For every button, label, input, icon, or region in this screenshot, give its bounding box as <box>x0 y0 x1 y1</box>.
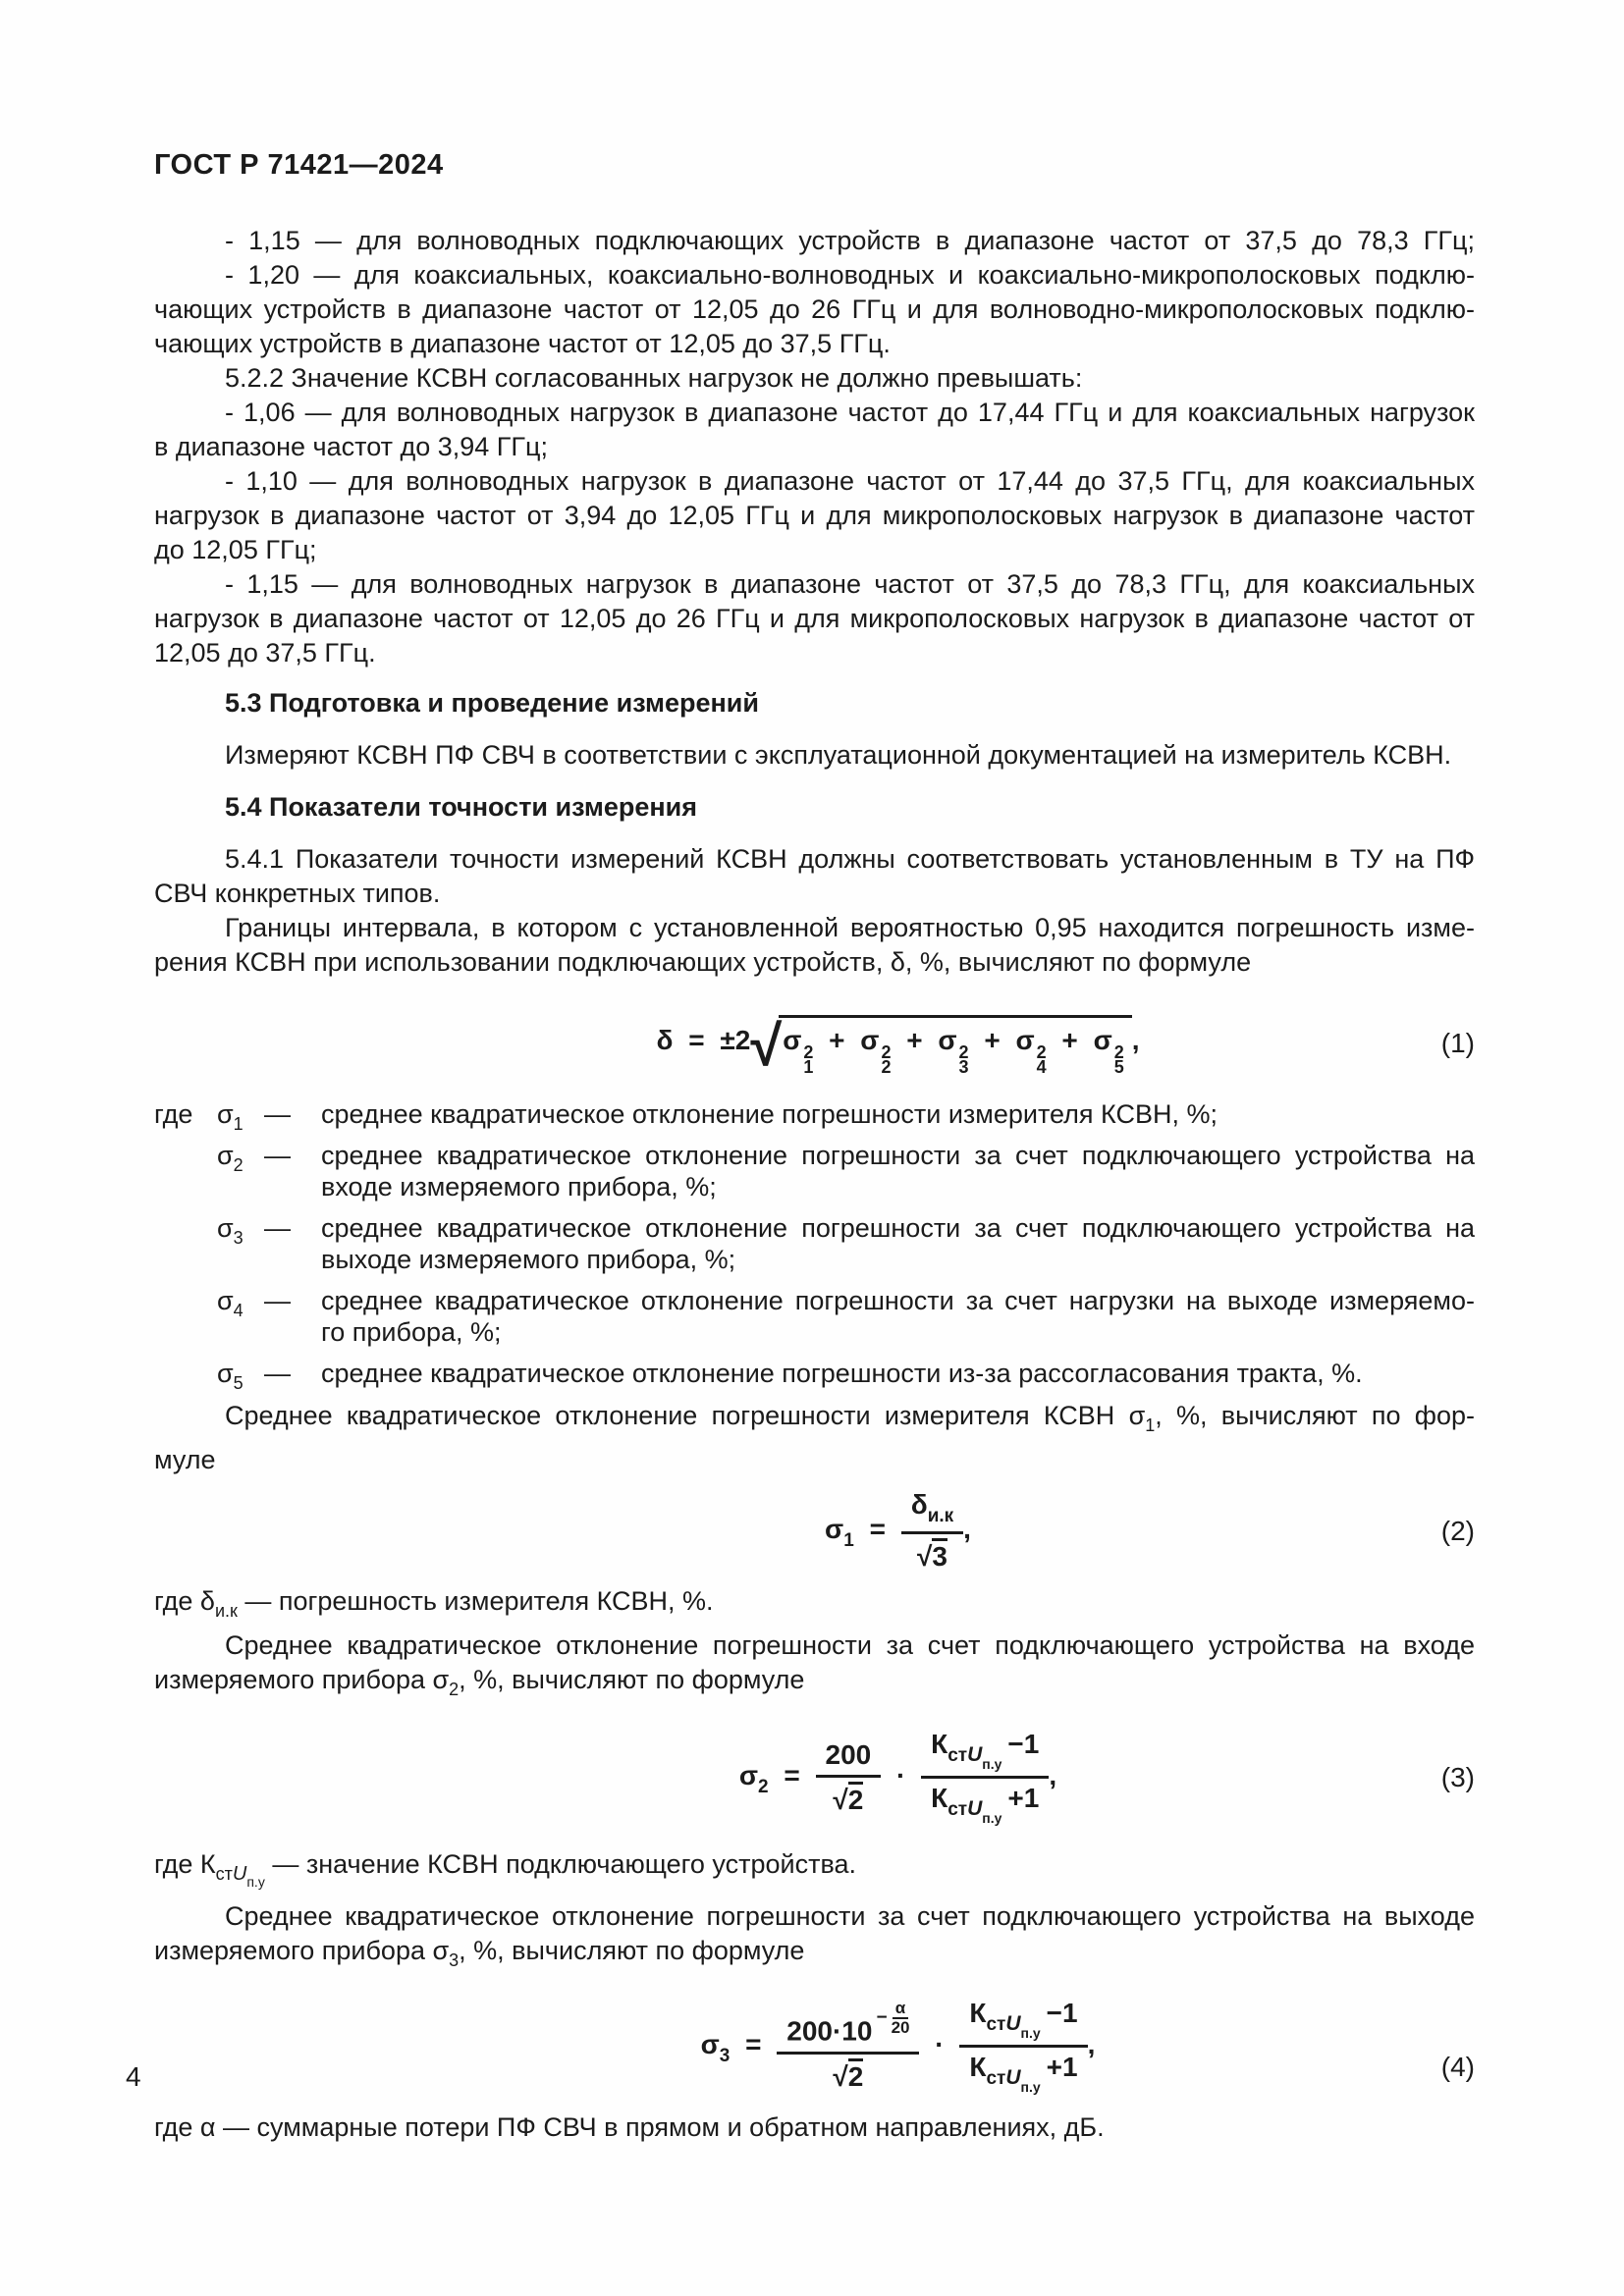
list-item <box>154 1358 1475 1393</box>
body-line: рения КСВН при использовании подключающих устройств, δ, %, вычисляют по формуле <box>154 947 1252 977</box>
u-symbol: U <box>1005 2066 1021 2089</box>
list-desc-line: среднее квадратическое отклонение погрешности из-за рассогласования тракта, %. <box>321 1359 1363 1388</box>
subscript: 1 <box>233 1114 244 1134</box>
superscript: 2 <box>1036 1042 1047 1062</box>
list-desc <box>321 1212 1475 1275</box>
section-heading-5-3: 5.3 Подготовка и проведение измерений <box>225 688 759 718</box>
minus-one: −1 <box>1046 1998 1078 2028</box>
formula-4-number: (4) <box>1440 2051 1475 2082</box>
formula-2-number: (2) <box>1440 1515 1475 1546</box>
text: — погрешность измерителя КСВН, %. <box>237 1586 714 1616</box>
subscript: 5 <box>1113 1057 1124 1077</box>
sigma-symbol: σ <box>1015 1025 1035 1055</box>
u-symbol: U <box>232 1863 247 1885</box>
body-line: до 12,05 ГГц; <box>154 535 317 564</box>
comma: , <box>963 1513 971 1544</box>
page-number: 4 <box>126 2061 141 2092</box>
radical-sign: √ <box>750 1014 780 1078</box>
list-desc <box>321 1098 1475 1130</box>
k-symbol: К <box>969 1998 987 2028</box>
sigma-definitions-list <box>154 1098 1475 1393</box>
list-desc <box>321 1358 1475 1389</box>
list-desc-line: среднее квадратическое отклонение погрешности измерителя КСВН, %; <box>321 1099 1218 1129</box>
k-symbol: К <box>969 2052 987 2082</box>
subscript: 1 <box>1145 1415 1156 1435</box>
list-desc-line: среднее квадратическое отклонение погрешности за счет подключающего устройства на <box>321 1213 1475 1243</box>
subscript: п.у <box>1020 2025 1041 2041</box>
subscript: и.к <box>927 1506 954 1526</box>
formula-1-number: (1) <box>1440 1027 1475 1058</box>
body-line: - 1,10 — для волноводных нагрузок в диапазоне частот от 17,44 до 37,5 ГГц, для коаксиальных <box>225 466 1475 496</box>
list-desc-line: входе измеряемого прибора, %; <box>321 1172 717 1201</box>
fraction <box>777 2000 919 2093</box>
body-line: - 1,06 — для волноводных нагрузок в диапазоне частот до 17,44 ГГц и для коаксиальных нагрузок <box>225 398 1475 427</box>
body-line: - 1,20 — для коаксиальных, коаксиально-волноводных и коаксиально-микрополосковых подклю- <box>225 260 1475 290</box>
plus-one: +1 <box>1007 1783 1040 1813</box>
section-heading-5-4: 5.4 Показатели точности измерения <box>225 792 698 822</box>
body-line: Среднее квадратическое отклонение погрешности за счет подключающего устройства на входе <box>225 1630 1475 1660</box>
text: — значение КСВН подключающего устройства. <box>264 1849 857 1879</box>
list-desc <box>321 1285 1475 1348</box>
fraction <box>921 1729 1049 1826</box>
dash: — <box>264 1099 291 1129</box>
body-line <box>154 1934 1475 1978</box>
minus-sign: − <box>876 2006 888 2028</box>
equals-sign: = <box>688 1025 705 1055</box>
body-line: чающих устройств в диапазоне частот от 12,05 до 26 ГГц и для волноводно-микрополосковых подклю- <box>154 294 1475 324</box>
sigma-symbol: σ <box>217 1099 234 1129</box>
subscript: ст <box>986 2068 1006 2089</box>
subscript: 3 <box>233 1228 244 1248</box>
fraction <box>959 1998 1087 2095</box>
list-item <box>154 1098 1475 1134</box>
sigma-symbol: σ <box>738 1759 759 1790</box>
dash: — <box>264 1286 291 1315</box>
radical-sign: √ <box>916 1541 933 1572</box>
sigma-symbol: σ <box>783 1025 802 1055</box>
body-line: Среднее квадратическое отклонение погрешности за счет подключающего устройства на выходе <box>225 1901 1475 1931</box>
body-line: СВЧ конкретных типов. <box>154 879 441 908</box>
sigma-symbol: σ <box>217 1141 234 1170</box>
body-line: 5.4.1 Показатели точности измерений КСВН должны соответствовать установленным в ТУ на ПФ <box>225 844 1475 874</box>
formula-2 <box>154 1481 1475 1580</box>
comma: , <box>1049 1759 1057 1790</box>
plus-sign: + <box>829 1025 845 1055</box>
superscript: 2 <box>881 1042 892 1062</box>
body-line: Измеряют КСВН ПФ СВЧ в соответствии с эксплуатационной документацией на измеритель КСВН. <box>225 740 1452 770</box>
list-item <box>154 1140 1475 1202</box>
list-desc-line: среднее квадратическое отклонение погрешности за счет нагрузки на выходе измеряемо- <box>321 1286 1475 1315</box>
body-line: - 1,15 — для волноводных подключающих устройств в диапазоне частот от 37,5 до 78,3 ГГц; <box>225 226 1475 255</box>
fraction <box>901 1489 963 1573</box>
exponent <box>876 1999 910 2038</box>
body-line: в диапазоне частот до 3,94 ГГц; <box>154 432 549 461</box>
equals-sign: = <box>745 2028 762 2059</box>
subscript: п.у <box>246 1874 265 1890</box>
sigma-symbol: σ <box>1093 1025 1112 1055</box>
body-line <box>154 1663 1475 1707</box>
radical-sign: √ <box>833 2060 848 2092</box>
subscript: ст <box>947 1745 968 1766</box>
subscript: 2 <box>449 1680 460 1699</box>
list-desc <box>321 1140 1475 1202</box>
numerator-base: 200·10 <box>786 2015 873 2047</box>
exponent-numerator: α <box>893 2000 908 2019</box>
where-label: где <box>154 1099 193 1129</box>
sigma-symbol: σ <box>217 1359 234 1388</box>
k-symbol: К <box>931 1729 948 1759</box>
text: где δ <box>154 1586 215 1616</box>
plus-one: +1 <box>1046 2052 1078 2082</box>
radicand <box>779 1015 1132 1075</box>
list-term <box>154 1285 321 1348</box>
subscript: ст <box>947 1799 968 1820</box>
subscript: п.у <box>982 1810 1002 1826</box>
equals-sign: = <box>784 1759 800 1790</box>
equals-sign: = <box>869 1513 886 1544</box>
sigma-symbol: σ <box>860 1025 880 1055</box>
body-line: чающих устройств в диапазоне частот от 12,05 до 37,5 ГГц. <box>154 329 891 358</box>
radicand: 2 <box>848 2058 864 2093</box>
text: , %, вычисляют по формуле <box>459 1936 805 1965</box>
list-desc-line: выходе измеряемого прибора, %; <box>321 1245 736 1274</box>
superscript: 2 <box>803 1042 814 1062</box>
subscript: 5 <box>233 1373 244 1393</box>
where-note: где α — суммарные потери ПФ СВЧ в прямом и обратном направлениях, дБ. <box>154 2112 1105 2142</box>
sigma-symbol: σ <box>217 1213 234 1243</box>
dash: — <box>264 1141 291 1170</box>
list-term <box>154 1098 321 1134</box>
minus-one: −1 <box>1007 1729 1040 1759</box>
formula-1 <box>154 1001 1475 1085</box>
list-desc-line: среднее квадратическое отклонение погрешности за счет подключающего устройства на <box>321 1141 1475 1170</box>
body-line: нагрузок в диапазоне частот от 3,94 до 12,05 ГГц и для микрополосковых нагрузок в диапазоне частот <box>154 501 1475 530</box>
text: где К <box>154 1849 216 1879</box>
multiplication-dot: · <box>896 1759 906 1790</box>
text: , %, вычисляют по формуле <box>459 1665 805 1694</box>
comma: , <box>1131 1025 1140 1055</box>
sigma-symbol: σ <box>938 1025 957 1055</box>
list-term <box>154 1358 321 1393</box>
dash: — <box>264 1359 291 1388</box>
exponent-denominator: 20 <box>891 2018 910 2038</box>
body-line: Границы интервала, в котором с установленной вероятностью 0,95 находится погрешность изме- <box>225 913 1475 942</box>
subscript: 4 <box>1036 1057 1047 1077</box>
plus-sign: + <box>906 1025 923 1055</box>
comma: , <box>1087 2028 1096 2059</box>
radicand: 3 <box>932 1538 947 1573</box>
sigma-symbol: σ <box>217 1286 234 1315</box>
subscript: 3 <box>449 1950 460 1970</box>
text: Среднее квадратическое отклонение погрешности измерителя КСВН σ <box>225 1401 1146 1430</box>
body-line: нагрузок в диапазоне частот от 12,05 до 26 ГГц и для микрополосковых нагрузок в диапазоне частот от <box>154 604 1475 633</box>
list-item <box>154 1285 1475 1348</box>
u-symbol: U <box>967 1743 983 1766</box>
delta-symbol: δ <box>910 1489 928 1520</box>
text: , %, вычисляют по фор- <box>1155 1401 1475 1430</box>
subscript: 2 <box>233 1155 244 1175</box>
numerator: 200 <box>816 1739 882 1778</box>
subscript: 4 <box>233 1301 244 1320</box>
body-line <box>154 1399 1475 1443</box>
radical-sign: √ <box>833 1784 848 1815</box>
list-term <box>154 1212 321 1275</box>
text: измеряемого прибора σ <box>154 1665 450 1694</box>
document-header: ГОСТ Р 71421—2024 <box>154 149 444 181</box>
list-item <box>154 1212 1475 1275</box>
u-symbol: U <box>967 1797 983 1820</box>
radicand: 2 <box>848 1782 864 1816</box>
list-term <box>154 1140 321 1202</box>
subscript: и.к <box>214 1601 238 1621</box>
plus-sign: + <box>1061 1025 1078 1055</box>
sigma-symbol: σ <box>825 1513 844 1544</box>
u-symbol: U <box>1005 2012 1021 2035</box>
subscript: ст <box>215 1864 233 1884</box>
plus-sign: + <box>984 1025 1001 1055</box>
dash: — <box>264 1213 291 1243</box>
formula-4 <box>154 1988 1475 2105</box>
where-note <box>154 1847 1475 1899</box>
subscript: 3 <box>958 1057 969 1077</box>
formula-1-lhs: δ <box>656 1025 674 1055</box>
multiplication-dot: · <box>935 2028 945 2059</box>
subscript: 2 <box>758 1776 769 1797</box>
subscript: 1 <box>843 1529 854 1551</box>
subscript: 1 <box>803 1057 814 1077</box>
formula-3-number: (3) <box>1440 1761 1475 1792</box>
where-note <box>154 1584 1475 1629</box>
fraction <box>816 1739 882 1816</box>
body-line: - 1,15 — для волноводных нагрузок в диапазоне частот от 37,5 до 78,3 ГГц, для коаксиальных <box>225 569 1475 599</box>
body-line: 12,05 до 37,5 ГГц. <box>154 638 376 667</box>
formula-3 <box>154 1719 1475 1836</box>
body-line: муле <box>154 1445 216 1474</box>
text: измеряемого прибора σ <box>154 1936 450 1965</box>
superscript: 2 <box>958 1042 969 1062</box>
list-desc-line: го прибора, %; <box>321 1317 502 1347</box>
subscript: 2 <box>881 1057 892 1077</box>
clause-5-2-2-line: 5.2.2 Значение КСВН согласованных нагрузок не должно превышать: <box>225 363 1083 393</box>
subscript: ст <box>986 2014 1006 2035</box>
subscript: п.у <box>982 1756 1002 1772</box>
superscript: 2 <box>1113 1042 1124 1062</box>
subscript: 3 <box>719 2045 731 2066</box>
k-symbol: К <box>931 1783 948 1813</box>
formula-1-coefficient: ±2 <box>720 1025 751 1055</box>
sigma-symbol: σ <box>700 2028 720 2059</box>
subscript: п.у <box>1020 2079 1041 2095</box>
